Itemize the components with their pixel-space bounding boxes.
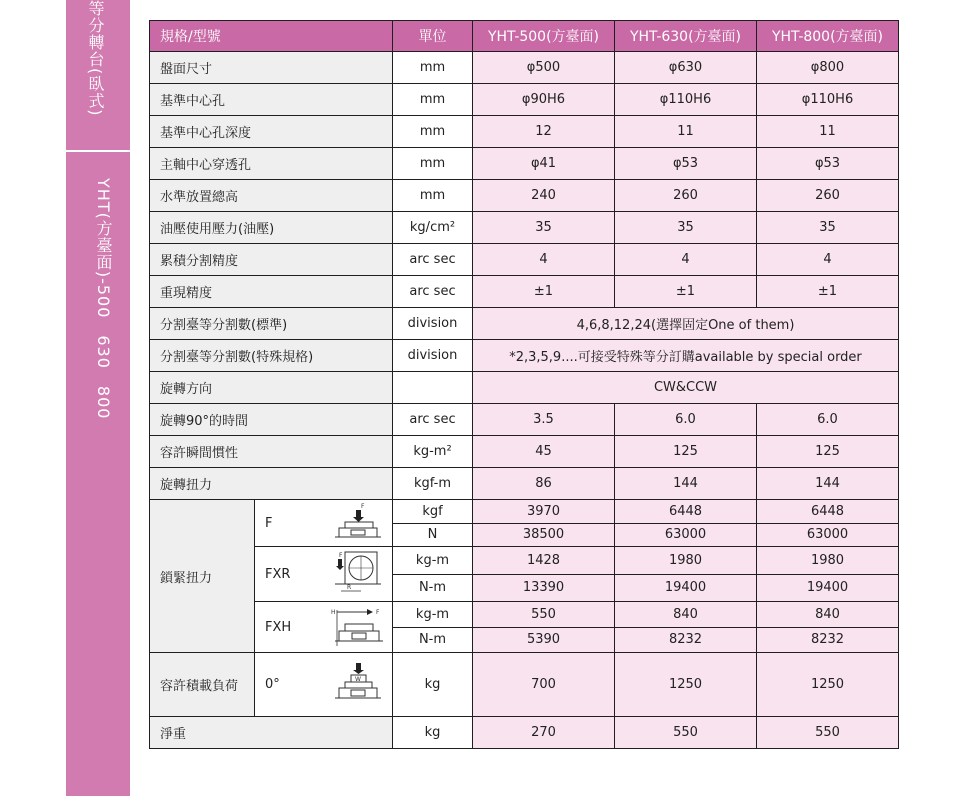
value-cell: 125 (615, 436, 757, 468)
row-label: 容許瞬間慣性 (150, 436, 393, 468)
value-cell: 260 (757, 180, 899, 212)
value-cell: 3970 (473, 500, 615, 524)
value-cell: φ630 (615, 52, 757, 84)
value-cell: 240 (473, 180, 615, 212)
table-row (150, 148, 899, 180)
row-unit: N-m (393, 627, 473, 653)
row-unit (393, 372, 473, 404)
value-cell: 550 (757, 717, 899, 749)
value-cell: 700 (473, 653, 615, 717)
row-unit: mm (393, 180, 473, 212)
row-unit: kg (393, 717, 473, 749)
value-cell: 6.0 (615, 404, 757, 436)
value-cell: 125 (757, 436, 899, 468)
value-cell: 1980 (615, 547, 757, 575)
value-cell: 6448 (757, 500, 899, 524)
row-unit: mm (393, 148, 473, 180)
value-cell: 63000 (757, 523, 899, 547)
table-row (150, 180, 899, 212)
row-label: 分割臺等分割數(標準) (150, 308, 393, 340)
table-row (150, 276, 899, 308)
row-unit: kgf-m (393, 468, 473, 500)
clamp-sub-label: FXR (255, 547, 325, 602)
value-cell: 13390 (473, 574, 615, 602)
table-row (150, 468, 899, 500)
value-cell: 5390 (473, 627, 615, 653)
table-row (150, 340, 899, 372)
value-cell: 6448 (615, 500, 757, 524)
row-label: 水準放置總高 (150, 180, 393, 212)
value-cell: 35 (473, 212, 615, 244)
spec-table (149, 20, 899, 749)
value-cell: ±1 (473, 276, 615, 308)
row-label: 油壓使用壓力(油壓) (150, 212, 393, 244)
row-unit: mm (393, 84, 473, 116)
row-label: 基準中心孔 (150, 84, 393, 116)
value-cell: 4 (615, 244, 757, 276)
load-sub-label: 0° (255, 653, 325, 717)
value-cell: 550 (615, 717, 757, 749)
svg-text:H: H (331, 609, 336, 616)
header-spec: 規格/型號 (150, 21, 393, 52)
value-cell: 840 (757, 602, 899, 628)
row-label: 盤面尺寸 (150, 52, 393, 84)
row-unit: arc sec (393, 276, 473, 308)
clamp-force-fxr-icon (325, 547, 393, 602)
row-label: 淨重 (150, 717, 393, 749)
value-cell: φ800 (757, 52, 899, 84)
row-unit: arc sec (393, 404, 473, 436)
value-cell: 11 (757, 116, 899, 148)
row-label: 旋轉90°的時間 (150, 404, 393, 436)
value-cell: φ41 (473, 148, 615, 180)
value-cell: 550 (473, 602, 615, 628)
row-unit: mm (393, 52, 473, 84)
value-cell: 1428 (473, 547, 615, 575)
value-cell: φ500 (473, 52, 615, 84)
sidebar-divider (66, 150, 130, 152)
svg-text:F: F (361, 503, 365, 510)
value-cell: 260 (615, 180, 757, 212)
value-cell: 1980 (757, 547, 899, 575)
row-label: 旋轉方向 (150, 372, 393, 404)
row-unit: kg-m (393, 602, 473, 628)
load-weight-icon (325, 653, 393, 717)
header-row (150, 21, 899, 52)
row-unit: kg-m² (393, 436, 473, 468)
sidebar-top-text: 等分轉台(臥式) (86, 0, 105, 117)
clamp-label: 鎖緊扭力 (150, 500, 255, 653)
table-row (150, 653, 899, 717)
value-cell: 4 (757, 244, 899, 276)
table-row (150, 52, 899, 84)
value-cell: 19400 (757, 574, 899, 602)
value-cell: 19400 (615, 574, 757, 602)
table-row (150, 308, 899, 340)
value-cell: 8232 (615, 627, 757, 653)
row-unit: N-m (393, 574, 473, 602)
value-cell: φ53 (615, 148, 757, 180)
value-cell: 12 (473, 116, 615, 148)
sidebar-bottom-text: YHT(方臺面)-500 630 800 (94, 178, 113, 420)
row-unit: N (393, 523, 473, 547)
table-row (150, 404, 899, 436)
value-cell: 6.0 (757, 404, 899, 436)
clamp-sub-label: FXH (255, 602, 325, 653)
value-cell: 1250 (615, 653, 757, 717)
table-row (150, 212, 899, 244)
table-row (150, 372, 899, 404)
value-cell: φ53 (757, 148, 899, 180)
table-row (150, 244, 899, 276)
row-label: 主軸中心穿透孔 (150, 148, 393, 180)
row-label: 重現精度 (150, 276, 393, 308)
value-cell: 35 (615, 212, 757, 244)
value-cell: φ110H6 (615, 84, 757, 116)
value-cell: 144 (757, 468, 899, 500)
row-label: 旋轉扭力 (150, 468, 393, 500)
row-label: 基準中心孔深度 (150, 116, 393, 148)
value-cell: 4 (473, 244, 615, 276)
value-cell-merged: *2,3,5,9....可接受特殊等分訂購available by special order (473, 340, 899, 372)
value-cell: 840 (615, 602, 757, 628)
value-cell: 86 (473, 468, 615, 500)
row-unit: mm (393, 116, 473, 148)
value-cell: 11 (615, 116, 757, 148)
clamp-sub-label: F (255, 500, 325, 547)
value-cell: φ110H6 (757, 84, 899, 116)
table-row (150, 116, 899, 148)
row-unit: kg-m (393, 547, 473, 575)
header-unit: 單位 (393, 21, 473, 52)
row-unit: kg (393, 653, 473, 717)
table-row (150, 602, 899, 628)
value-cell: 38500 (473, 523, 615, 547)
table-row (150, 547, 899, 575)
row-unit: kgf (393, 500, 473, 524)
value-cell: ±1 (615, 276, 757, 308)
row-unit: division (393, 308, 473, 340)
svg-text:W: W (355, 675, 362, 683)
value-cell: 3.5 (473, 404, 615, 436)
row-unit: kg/cm² (393, 212, 473, 244)
value-cell-merged: 4,6,8,12,24(選擇固定One of them) (473, 308, 899, 340)
value-cell-merged: CW&CCW (473, 372, 899, 404)
value-cell: φ90H6 (473, 84, 615, 116)
svg-text:R: R (347, 584, 352, 591)
clamp-force-fxh-icon (325, 602, 393, 653)
header-model-630: YHT-630(方臺面) (615, 21, 757, 52)
value-cell: 8232 (757, 627, 899, 653)
table-row (150, 84, 899, 116)
value-cell: 144 (615, 468, 757, 500)
header-model-500: YHT-500(方臺面) (473, 21, 615, 52)
table-row (150, 500, 899, 524)
row-label: 容許積載負荷 (150, 653, 255, 717)
value-cell: 35 (757, 212, 899, 244)
value-cell: 1250 (757, 653, 899, 717)
value-cell: 45 (473, 436, 615, 468)
svg-text:F: F (376, 609, 380, 616)
row-label: 累積分割精度 (150, 244, 393, 276)
svg-text:F: F (339, 552, 343, 559)
table-row (150, 436, 899, 468)
table-row (150, 717, 899, 749)
row-label: 分割臺等分割數(特殊規格) (150, 340, 393, 372)
header-model-800: YHT-800(方臺面) (757, 21, 899, 52)
row-unit: arc sec (393, 244, 473, 276)
value-cell: ±1 (757, 276, 899, 308)
value-cell: 270 (473, 717, 615, 749)
row-unit: division (393, 340, 473, 372)
clamp-force-f-icon (325, 500, 393, 547)
value-cell: 63000 (615, 523, 757, 547)
